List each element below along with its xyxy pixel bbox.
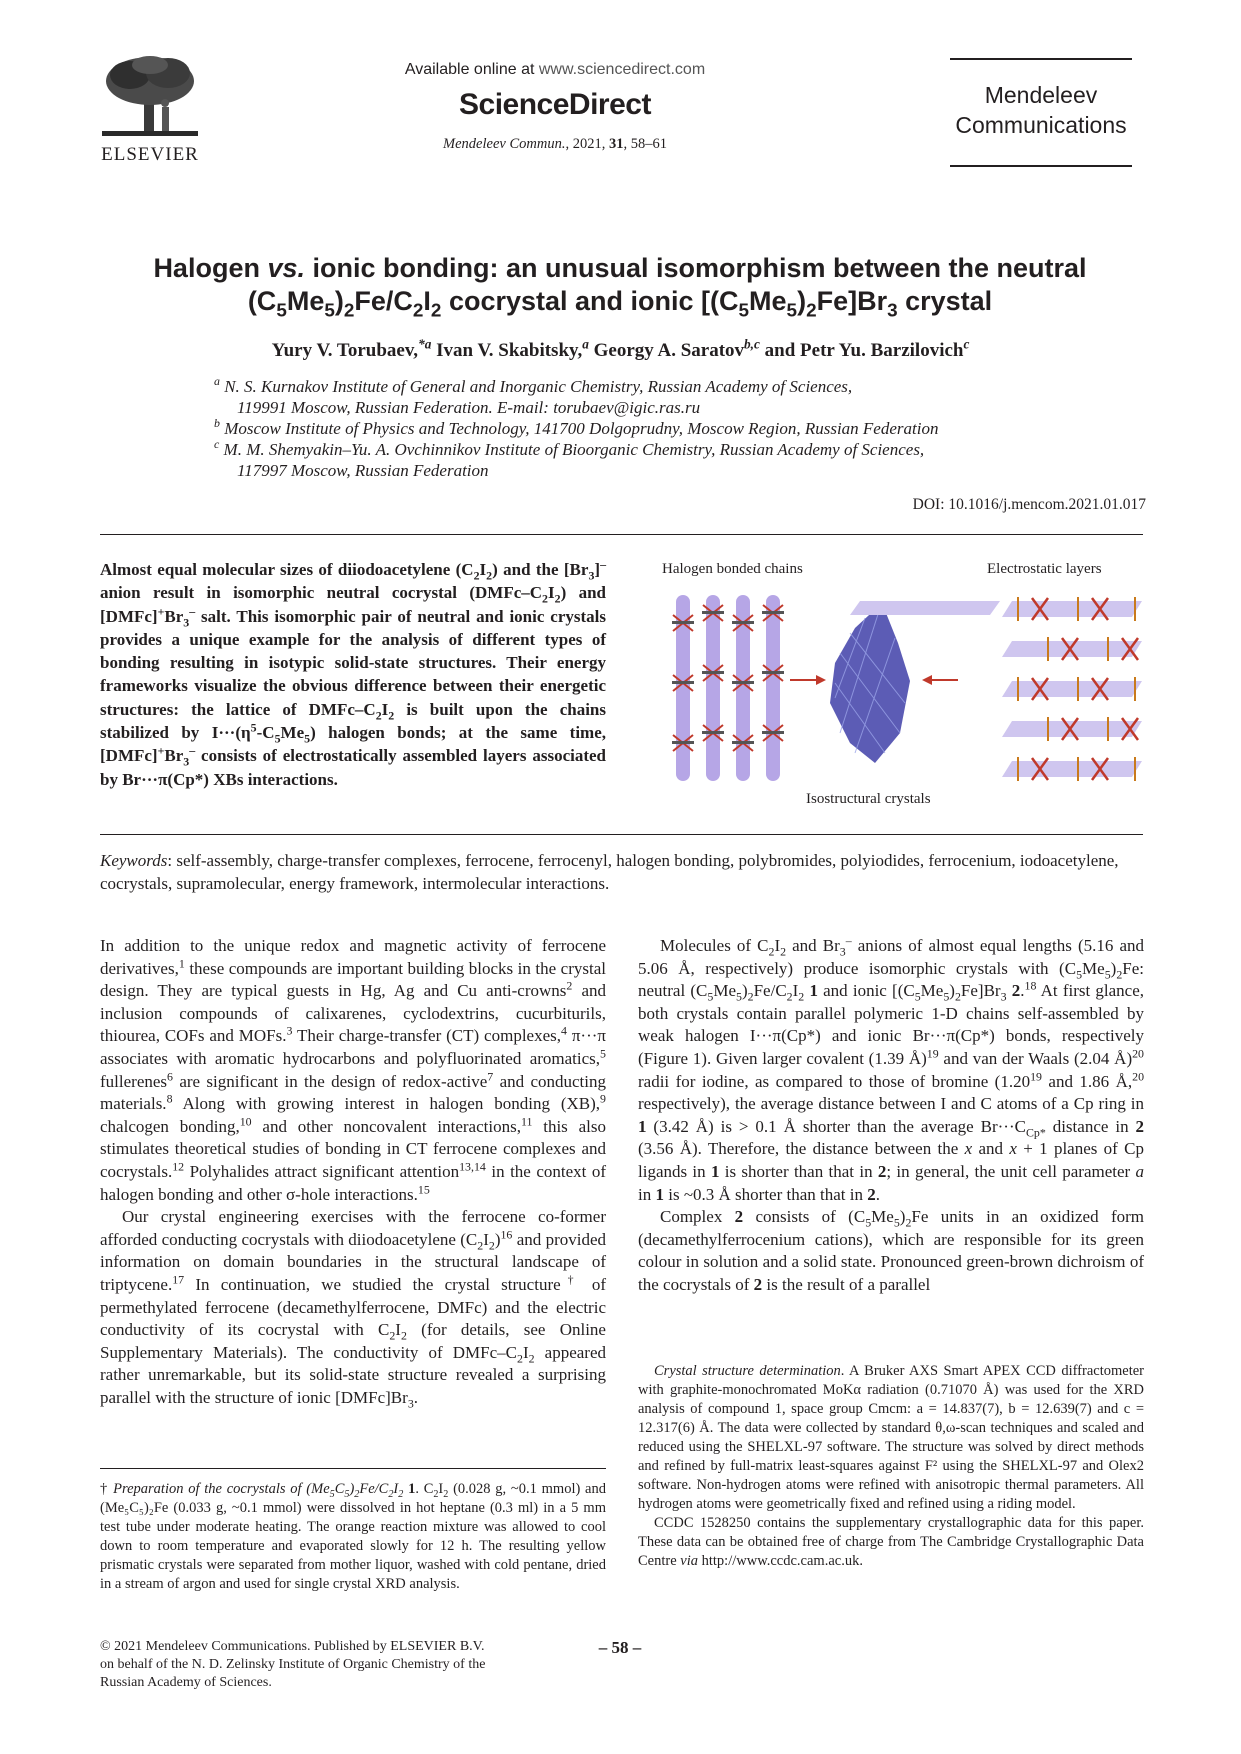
- page-number: – 58 –: [598, 1638, 642, 1657]
- author-1: Yury V. Torubaev,$^{*a}$: [271, 336, 432, 361]
- journal-citation: Mendeleev Commun., 2021, 31, 58–61: [443, 136, 667, 152]
- affiliation-b: $^b$ Moscow Institute of Physics and Technology, 141700 Dolgoprudny, Moscow Region, Russian Federation: [214, 416, 939, 438]
- halogen-chain-columns: [672, 595, 784, 781]
- journal-rule-top: [950, 58, 1132, 60]
- graphical-abstract: [650, 555, 1145, 815]
- sciencedirect-link[interactable]: www.sciencedirect.com: [538, 61, 706, 78]
- doi[interactable]: DOI: 10.1016/j.mencom.2021.01.017: [912, 496, 1146, 513]
- affiliation-a: $^a$ N. S. Kurnakov Institute of General and Inorganic Chemistry, Russian Academy of Sciences,: [214, 374, 853, 396]
- crystal-structures-figure: [650, 583, 1145, 788]
- abstract: Almost equal molecular sizes of diiodoacetylene $(C_2I_2)$ and the $[Br_3]^-$ anion result in isomorphic neutral cocrystal $(DMFc-C_2I_2)$ and $[DMFc]^+Br_3^-$ salt. This isomorphic pair of neutral and ionic crystals provides a unique example for the analysis of different types of bonding resulting in isotypic solid-state structures. Their energy frameworks visualize the obvious difference between their energetic structures: the lattice of DMFc–$C_2I_2$ is built upon the chains stabilized by $I\cdot\cdot\cdot(\eta^5-C_5Me_5)$ halogen bonds; at the same time, $[DMFc]^+Br_3^-$ consists of electrostatically assembled layers associated by Br···π(Cp*) XBs interactions.: [100, 557, 607, 789]
- title-line-2: $(C_5Me_5)_2Fe/C_2I_2$ cocrystal and ionic $[(C_5Me_5)_2Fe]Br_3$ crystal: [247, 286, 993, 322]
- author-3: Georgy A. Saratov$^{b,c}$: [593, 336, 760, 361]
- author-4: Petr Yu. Barzilovich$^c$: [800, 336, 970, 361]
- available-online: Available online at www.sciencedirect.com: [404, 61, 706, 78]
- abstract-rule-top: [100, 534, 1143, 535]
- body-left-column: [100, 935, 606, 1409]
- affiliation-c: $^c$ M. M. Shemyakin–Yu. A. Ovchinnikov Institute of Bioorganic Chemistry, Russian Academy of Sciences,: [214, 437, 925, 459]
- arrow-left: [790, 675, 826, 685]
- journal-name: Mendeleev Communications: [955, 82, 1127, 138]
- journal-rule-bottom: [950, 165, 1132, 167]
- keywords: Keywords: self-assembly, charge-transfer complexes, ferrocene, ferrocenyl, halogen bonding, polybromides, polyiodides, ferrocenium, iodoacetylene, cocrystals, supramolecular, energy framework, intermolecular interactions.: [100, 851, 1119, 893]
- copyright: © 2021 Mendeleev Communications. Published by ELSEVIER B.V. on behalf of the N. D. Zelinsky Institute of Organic Chemistry of the Russian Academy of Sciences.: [100, 1639, 486, 1690]
- author-list: Yury V. Torubaev,$^{*a}$ Ivan V. Skabitsky,$^a$ Georgy A. Saratov$^{b,c}$ and Petr Yu. Barzilovich$^c$: [271, 336, 970, 361]
- paragraph-4: Complex 2 consists of $(C_5Me_5)_2Fe$ units in an oxidized form (decamethylferrocenium cations), which are responsible for its green colour in solution and a solid state. Pronounced green-brown dichroism of the cocrystals of 2 is the result of a parallel: [638, 1207, 1144, 1294]
- publisher-name: ELSEVIER: [101, 144, 199, 165]
- paragraph-2: Our crystal engineering exercises with the ferrocene co-former afforded conducting cocrystals with diiodoacetylene $(C_2I_2)^{16}$ and provided information on domain boundaries in the structural landscape of triptycene.$^{17}$ In continuation, we studied the crystal structure† of permethylated ferrocene (decamethylferrocene, DMFc) and the electric conductivity of its cocrystal with $C_2I_2$ (for details, see Online Supplementary Materials). The conductivity of DMFc–$C_2I_2$ appeared rather unremarkable, but its solid-state structure revealed a surprising parallel with the structure of ionic $[DMFc]Br_3$.: [100, 1207, 607, 1411]
- footnote-preparation: † Preparation of the cocrystals of $(Me_5C_5)_2Fe/C_2I_2$ 1. $C_2I_2$ (0.028 g, ~0.1 mmol) and (Me₅C₅)₂Fe (0.033 g, ~0.1 mmol) were dissolved in hot heptane (0.3 ml) in a 5 mm test tube under moderate heating. The orange reaction mixture was allowed to cool down to room temperature and evaporated slowly for 12 h. The resulting yellow prismatic crystals were separated from mother liquor, washed with cold pentane, dried in a stream of argon and used for single crystal XRD analysis.: [100, 1481, 606, 1592]
- crystal-structure-note: Crystal structure determination. A Bruker AXS Smart APEX CCD diffractometer with graphite-monochromated MoKα radiation (0.71070 Å) was used for the XRD analysis of compound 1, space group Cmcm: a = 14.837(7), b = 12.639(7) and c = 12.317(6) Å. The data were collected by standard θ,ω-scan techniques and scaled and reduced using the SHELXL-97 software. The structure was solved by direct methods and refined by full-matrix least-squares against F² using the SHELXL-97 and Olex2 software. Non-hydrogen atoms were refined with anisotropic thermal parameters. All hydrogen atoms were geometrically fixed and refined using a riding model. CCDC 1528250 contains the supplementary crystallographic data for this paper. These data can be obtained free of charge from The Cambridge Crystallographic Data Centre via http://www.ccdc.cam.ac.uk.: [638, 1363, 1144, 1569]
- article-title: [80, 252, 1160, 322]
- label-electrostatic-layers: Electrostatic layers: [987, 561, 1102, 577]
- central-crystal: [830, 603, 910, 763]
- footnote-rule: [100, 1468, 606, 1469]
- title-line-1: Halogen vs. ionic bonding: an unusual isomorphism between the neutral: [153, 253, 1087, 283]
- body-right-column: [638, 935, 1144, 1297]
- paragraph-1: In addition to the unique redox and magnetic activity of ferrocene derivatives,$^1$ these compounds are important building blocks in the crystal design. They are typical guests in Hg, Ag and Cu anti-crowns$^2$ and inclusion compounds of calixarenes, cyclodextrins, cucurbiturils, thiourea, COFs and MOFs.$^3$ Their charge-transfer (CT) complexes,$^4$ π···π associates with aromatic hydrocarbons and polyfluorinated aromatics,$^5$ fullerenes$^6$ are significant in the design of redox-active$^7$ and conducting materials.$^8$ Along with growing interest in halogen bonding (XB),$^9$ chalcogen bonding,$^{10}$ and other noncovalent interactions,$^{11}$ this also stimulates theoretical studies of bonding in CT ferrocene complexes and cocrystals.$^{12}$ Polyhalides attract significant attention$^{13,14}$ in the context of halogen bonding and other σ-hole interactions.$^{15}$: [100, 936, 606, 1204]
- paragraph-3: Molecules of $C_2I_2$ and $Br_3^-$ anions of almost equal lengths (5.16 and 5.06 Å, respectively) produce isomorphic crystals with $(C_5Me_5)_2Fe$: neutral $(C_5Me_5)_2Fe/C_2I_2$ 1 and ionic $[(C_5Me_5)_2Fe]Br_3$ 2.18 At first glance, both crystals contain parallel polymeric 1-D chains self-assembled by weak halogen I···π(Cp*) and ionic Br···π(Cp*) bonds, respectively (Figure 1). Given larger covalent (1.39 Å)$^{19}$ and van der Waals (2.04 Å)$^{20}$ radii for iodine, as compared to those of bromine (1.20$^{19}$ and 1.86 Å,$^{20}$ respectively), the average distance between I and C atoms of a Cp ring in 1 (3.42 Å) is > 0.1 Å shorter than the average $Br\cdot\cdot\cdot C_{Cp*}$ distance in 2 (3.56 Å). Therefore, the distance between the x and x + 1 planes of Cp ligands in 1 is shorter than that in 2; in general, the unit cell parameter a in 1 is ~0.3 Å shorter than that in 2.: [638, 933, 1145, 1204]
- author-2: Ivan V. Skabitsky,$^a$: [436, 336, 589, 361]
- label-isostructural: Isostructural crystals: [806, 791, 931, 807]
- sciencedirect-brand: ScienceDirect: [459, 88, 651, 121]
- abstract-rule-bottom: [100, 834, 1143, 835]
- ccdc-link[interactable]: http://www.ccdc.cam.ac.uk.: [698, 1553, 863, 1569]
- arrow-right: [922, 675, 958, 685]
- affiliations: $^a$ N. S. Kurnakov Institute of General and Inorganic Chemistry, Russian Academy of Sciences, 119991 Moscow, Russian Federation. E-mail: torubaev@igic.ras.ru $^b$ Moscow Institute of Physics and Technology, 141700 Dolgoprudny, Moscow Region, Russian Federation $^c$ M. M. Shemyakin–Yu. A. Ovchinnikov Institute of Bioorganic Chemistry, Russian Academy of Sciences, 117997 Moscow, Russian Federation: [225, 376, 1125, 481]
- label-halogen-chains: Halogen bonded chains: [662, 561, 803, 577]
